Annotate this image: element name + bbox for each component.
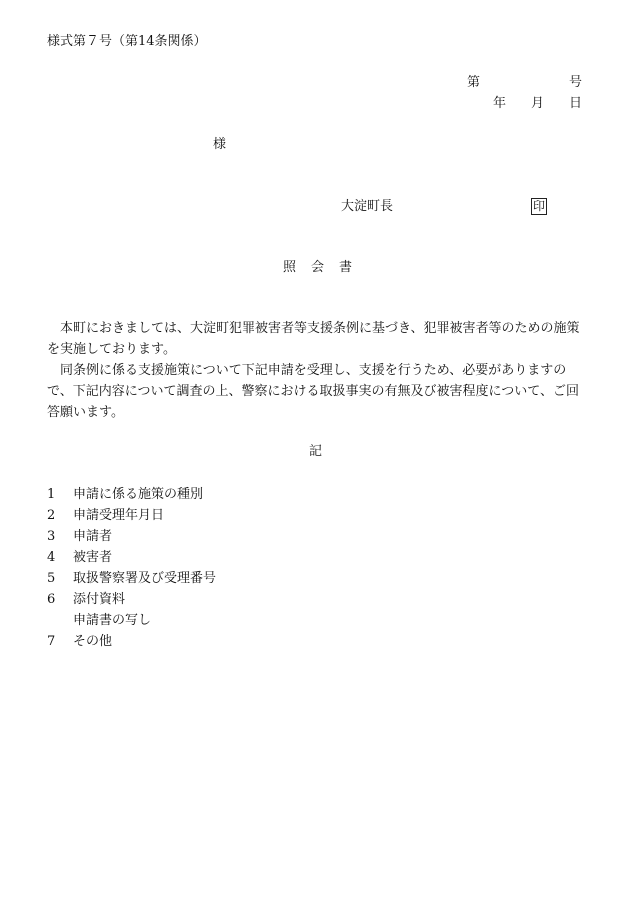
ki-heading: 記 [309,444,323,459]
date-day: 日 [569,96,583,111]
item-label: その他 [73,634,113,649]
doc-number-suffix: 号 [569,75,583,90]
list-item [47,505,216,526]
item-label: 被害者 [73,550,113,565]
item-label: 申請書の写し [73,613,152,628]
item-number: 3 [47,529,56,544]
sender-name: 大淀町長 [341,199,394,214]
item-number: 6 [47,592,56,607]
item-label: 申請受理年月日 [73,508,165,523]
item-label: 取扱警察署及び受理番号 [73,571,217,586]
item-label: 添付資料 [73,592,126,607]
form-number: 様式第７号（第14条関係） [47,34,207,49]
date-year: 年 [493,96,507,111]
date-month: 月 [531,96,545,111]
list-item [47,547,216,568]
list-item [47,484,216,505]
document-title: 照 会 書 [283,260,354,275]
list-item [47,568,216,589]
list-item [47,526,216,547]
item-number: 5 [47,571,56,586]
item-label: 申請者 [73,529,113,544]
list-item [47,589,216,610]
seal-mark [531,198,547,215]
list-subitem [47,610,216,631]
body-text [47,318,587,423]
item-number: 1 [47,487,56,502]
body-paragraph-2: 同条例に係る支援施策について下記申請を受理し、支援を行うため、必要がありますので、下記内容について調査の上、警察における取扱事実の有無及び被害程度について、ご回答願います。 [47,363,579,420]
item-number: 2 [47,508,56,523]
item-list [47,484,216,652]
list-item [47,631,216,652]
item-number: 4 [47,550,56,565]
body-paragraph-1: 本町におきましては、大淀町犯罪被害者等支援条例に基づき、犯罪被害者等のための施策を実施しております。 [47,321,580,357]
item-label: 申請に係る施策の種別 [73,487,204,502]
addressee-honorific: 様 [213,137,227,152]
item-number: 7 [47,634,56,649]
seal-box: 印 [533,199,546,213]
doc-number-prefix: 第 [467,75,481,90]
